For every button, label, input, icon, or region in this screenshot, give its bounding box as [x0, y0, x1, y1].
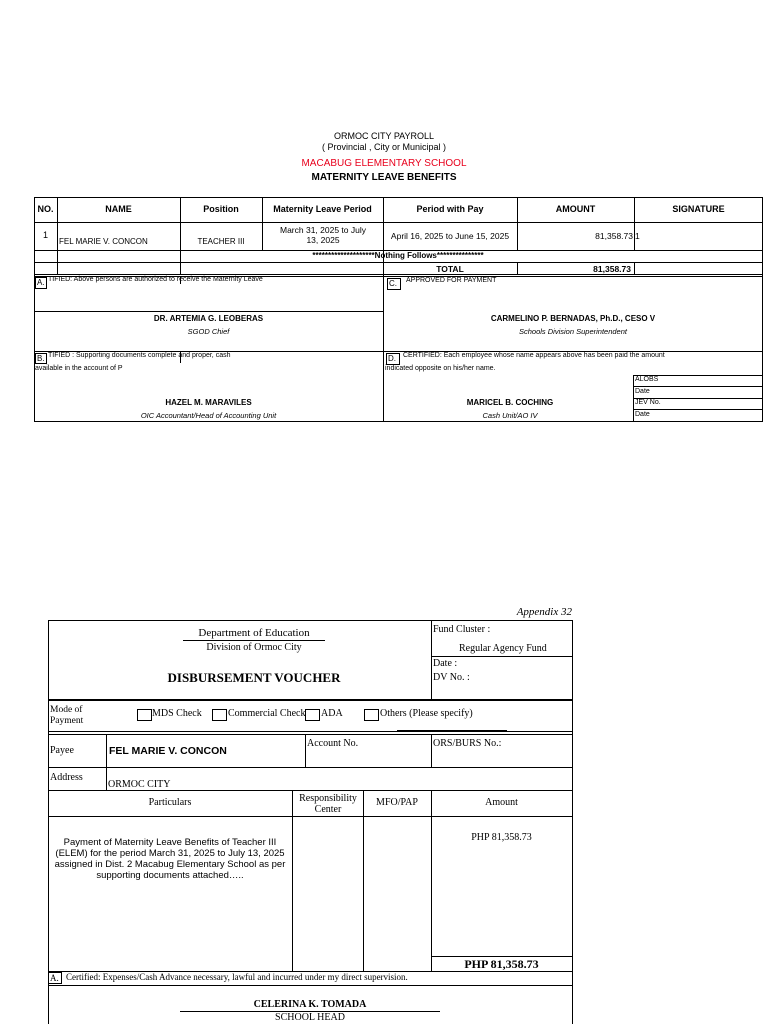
commercial-check-checkbox[interactable]	[212, 709, 227, 721]
voucher-signatory-role: SCHOOL HEAD	[275, 1012, 345, 1023]
nothing-follows: ********************Nothing Follows***************	[312, 251, 484, 260]
payroll-subtitle: MATERNITY LEAVE BENEFITS	[311, 172, 457, 183]
side-date-2: Date	[635, 411, 650, 418]
total-amount: 81,358.73	[593, 264, 631, 274]
others-label: Others (Please specify)	[380, 708, 473, 719]
cert-c-signatory: CARMELINO P. BERNADAS, Ph.D., CESO V	[490, 314, 656, 323]
mds-check-label: MDS Check	[152, 708, 202, 719]
school-name: MACABUG ELEMENTARY SCHOOL	[301, 158, 467, 169]
address-value: ORMOC CITY	[108, 779, 171, 790]
mode-of-payment-label: Mode of Payment	[50, 705, 84, 726]
cert-a-role: SGOD Chief	[187, 327, 230, 336]
cert-d-role: Cash Unit/AO IV	[482, 411, 538, 420]
col-position: Position	[203, 204, 239, 214]
col-leave-period: Maternity Leave Period	[273, 204, 372, 214]
cert-d-text1: CERTIFIED: Each employee whose name appears above has been paid the amount	[403, 352, 665, 359]
particulars-text: Payment of Maternity Leave Benefits of Teacher III (ELEM) for the period March 31, 2025 to July 13, 2025 assigned in Dist. 2 Macabug Elementary School as per supporting documents attached…..	[54, 837, 286, 881]
row-name: FEL MARIE V. CONCON	[59, 237, 148, 246]
cert-b-text2: available in the account of P	[35, 365, 123, 372]
amount-value: PHP 81,358.73	[471, 832, 532, 843]
fund-cluster-label: Fund Cluster :	[433, 624, 491, 635]
row-amount: 81,358.73	[595, 231, 633, 241]
others-checkbox[interactable]	[364, 709, 379, 721]
cert-b-text1: TIFIED : Supporting documents complete and proper, cash	[48, 352, 231, 359]
mds-check-checkbox[interactable]	[137, 709, 152, 721]
cert-c-role: Schools Division Superintendent	[519, 327, 627, 336]
payee-label: Payee	[50, 745, 74, 756]
account-no-label: Account No.	[307, 738, 359, 749]
dept-name: Department of Education	[198, 627, 310, 639]
cert-a-letter: A.	[35, 277, 47, 289]
voucher-title: DISBURSEMENT VOUCHER	[167, 670, 341, 685]
division-name: Division of Ormoc City	[206, 642, 302, 653]
commercial-check-label: Commercial Check	[228, 708, 306, 719]
col-mfo-pap: MFO/PAP	[376, 797, 418, 808]
payroll-title-line2: ( Provincial , City or Municipal )	[321, 142, 447, 152]
row-signature: 1	[635, 231, 640, 241]
side-date-1: Date	[635, 388, 650, 395]
col-name: NAME	[105, 204, 132, 214]
cert-b-role: OIC Accountant/Head of Accounting Unit	[140, 411, 277, 420]
cert-a-text: TIFIED: Above persons are authorized to receive the Maternity Leave	[48, 276, 263, 283]
col-amount: AMOUNT	[555, 204, 596, 214]
cert-d-text2: indicated opposite on his/her name.	[385, 365, 496, 372]
side-jev: JEV No.	[635, 399, 661, 406]
cert-b-letter: B.	[35, 353, 47, 364]
payroll-title-line1: ORMOC CITY PAYROLL	[333, 131, 435, 141]
row-position: TEACHER III	[197, 237, 245, 246]
cert-d-signatory: MARICEL B. COCHING	[466, 398, 554, 407]
cert-d-letter: D.	[386, 353, 400, 365]
appendix-label: Appendix 32	[516, 606, 572, 618]
fund-cluster-value: Regular Agency Fund	[459, 643, 547, 654]
side-alobs: ALOBS	[635, 376, 659, 383]
col-period-with-pay: Period with Pay	[416, 204, 484, 214]
col-particulars: Particulars	[148, 797, 192, 808]
voucher-cert-a-letter: A.	[48, 972, 62, 984]
cert-a-signatory: DR. ARTEMIA G. LEOBERAS	[153, 314, 264, 323]
total-label: TOTAL	[436, 264, 464, 274]
col-amount-header: Amount	[485, 797, 518, 808]
col-signature: SIGNATURE	[672, 204, 725, 214]
row-no: 1	[42, 230, 48, 240]
col-no: NO.	[37, 204, 54, 214]
ada-label: ADA	[321, 708, 343, 719]
total-amount-value: PHP 81,358.73	[464, 957, 539, 971]
address-label: Address	[50, 772, 83, 783]
date-label: Date :	[433, 658, 458, 669]
cert-c-text: APPROVED FOR PAYMENT	[406, 277, 497, 284]
ada-checkbox[interactable]	[305, 709, 320, 721]
row-period-with-pay: April 16, 2025 to June 15, 2025	[390, 231, 510, 241]
cert-b-signatory: HAZEL M. MARAVILES	[165, 398, 252, 407]
payee-value: FEL MARIE V. CONCON	[109, 745, 227, 757]
dv-no-label: DV No. :	[433, 672, 470, 683]
voucher-signatory: CELERINA K. TOMADA	[253, 999, 367, 1010]
col-responsibility-center: Responsibility Center	[299, 793, 357, 815]
voucher-cert-a-text: Certified: Expenses/Cash Advance necessary, lawful and incurred under my direct supervision.	[66, 972, 408, 982]
cert-c-letter: C.	[387, 278, 401, 290]
ors-burs-label: ORS/BURS No.:	[433, 738, 502, 749]
row-leave-period: March 31, 2025 to July 13, 2025	[280, 225, 366, 245]
